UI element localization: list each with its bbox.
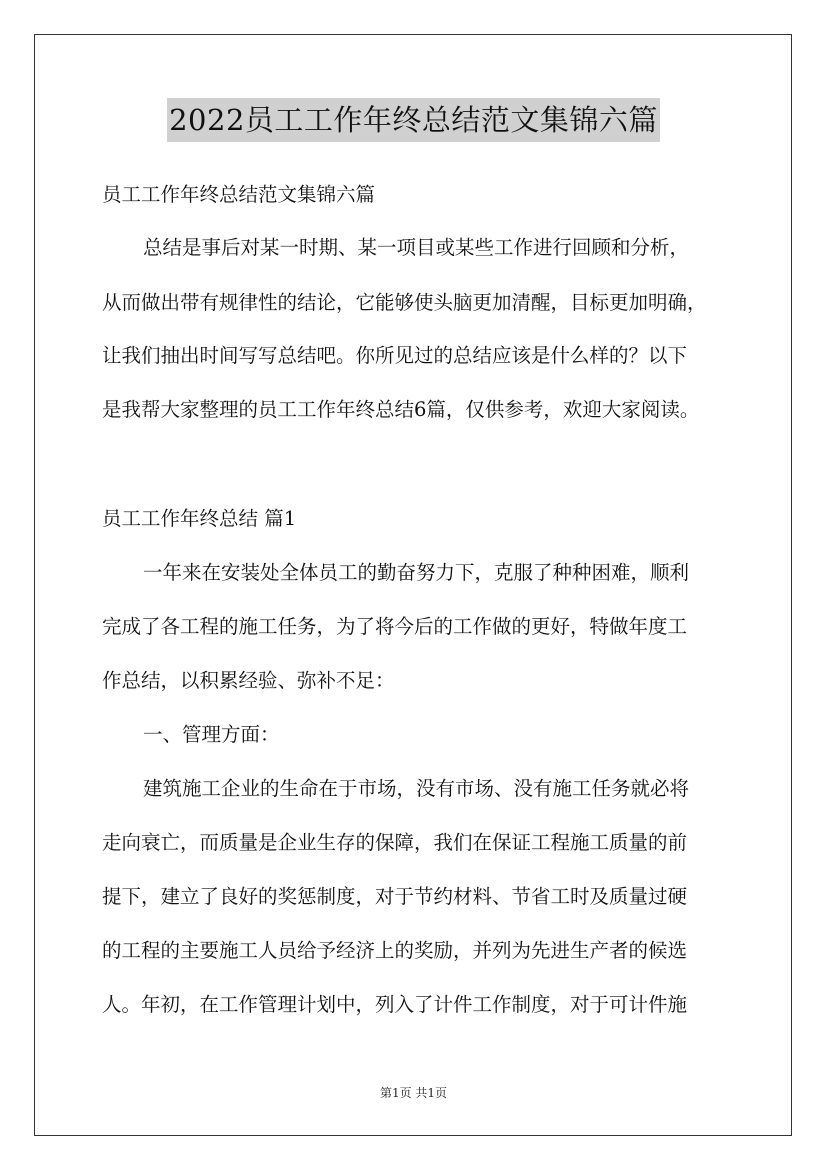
paragraph-line: 走向衰亡，而质量是企业生存的保障，我们在保证工程施工质量的前 [102,831,688,854]
paragraph-line: 提下，建立了良好的奖惩制度，对于节约材料、节省工时及质量过硬 [102,885,688,908]
page-footer: 第1页 共1页 [379,1086,448,1100]
paragraph-line: 建筑施工企业的生命在于市场，没有市场、没有施工任务就必将 [143,777,690,800]
section-heading: 员工工作年终总结 篇1 [102,507,297,530]
intro-line: 让我们抽出时间写写总结吧。你所见过的总结应该是什么样的？以下 [102,344,688,367]
document-title: 2022员工工作年终总结范文集锦六篇 [167,98,660,142]
paragraph-line: 人。年初，在工作管理计划中，列入了计件工作制度，对于可计件施 [102,993,688,1016]
intro-line: 是我帮大家整理的员工工作年终总结6篇，仅供参考，欢迎大家阅读。 [102,398,700,421]
paragraph-line: 一年来在安装处全体员工的勤奋努力下，克服了种种困难，顺利 [143,561,690,584]
intro-line: 总结是事后对某一时期、某一项目或某些工作进行回顾和分析， [143,236,690,259]
document-subtitle: 员工工作年终总结范文集锦六篇 [102,183,376,206]
paragraph-line: 作总结，以积累经验、弥补不足： [102,669,395,692]
paragraph-line: 的工程的主要施工人员给予经济上的奖励，并列为先进生产者的候选 [102,939,688,962]
title-container [0,98,827,142]
subheading: 一、管理方面： [143,723,280,746]
paragraph-line: 完成了各工程的施工任务，为了将今后的工作做的更好，特做年度工 [102,615,688,638]
intro-line: 从而做出带有规律性的结论，它能够使头脑更加清醒，目标更加明确， [102,291,707,314]
